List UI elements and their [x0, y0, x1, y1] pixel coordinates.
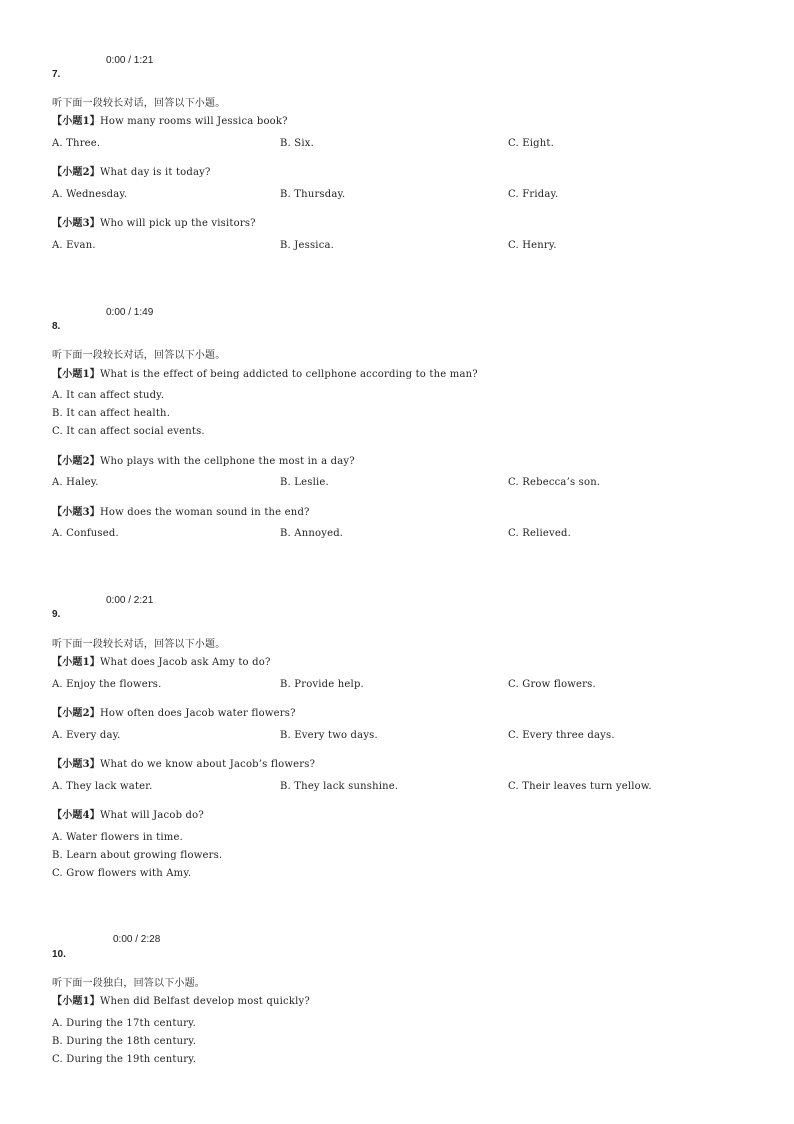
sub-question-3: [52, 503, 310, 518]
sub-question-3: [52, 214, 256, 229]
option-a: A. Three.: [52, 138, 101, 149]
sub-question-1: [52, 653, 271, 668]
sub-question-4: [52, 806, 204, 821]
sub-question-text: Who will pick up the visitors?: [99, 218, 256, 229]
sub-question-tag: 【小题2】: [52, 708, 100, 719]
sub-question-tag: 【小题1】: [52, 116, 100, 127]
sub-question-text: How does the woman sound in the end?: [99, 507, 310, 518]
sub-question-tag: 【小题1】: [52, 657, 100, 668]
option-b: B. Thursday.: [280, 189, 346, 200]
sub-question-tag: 【小题3】: [52, 759, 100, 770]
sub-question-text: What does Jacob ask Amy to do?: [99, 657, 271, 668]
question-number: 8.: [52, 321, 61, 332]
option-b: B. They lack sunshine.: [280, 781, 399, 792]
question-intro: 听下面一段较长对话，回答以下小题。: [52, 98, 226, 109]
option-c: C. During the 19th century.: [52, 1054, 197, 1065]
option-b: B. Every two days.: [280, 730, 378, 741]
option-c: C. Friday.: [508, 189, 559, 200]
option-a: A. Enjoy the flowers.: [52, 679, 162, 690]
audio-player-time[interactable]: 0:00 / 1:21: [106, 55, 154, 66]
option-b: B. Learn about growing flowers.: [52, 850, 223, 861]
option-a: A. Every day.: [52, 730, 121, 741]
sub-question-2: [52, 163, 211, 178]
option-c: C. Grow flowers with Amy.: [52, 868, 192, 879]
option-c: C. Grow flowers.: [508, 679, 596, 690]
sub-question-1: [52, 992, 310, 1007]
option-a: A. It can affect study.: [52, 390, 165, 401]
question-intro: 听下面一段较长对话，回答以下小题。: [52, 350, 226, 361]
option-c: C. Rebecca’s son.: [508, 477, 601, 488]
question-intro: 听下面一段独白，回答以下小题。: [52, 978, 205, 989]
sub-question-text: How many rooms will Jessica book?: [99, 116, 288, 127]
option-c: C. Their leaves turn yellow.: [508, 781, 652, 792]
sub-question-text: What day is it today?: [99, 167, 211, 178]
audio-player-time[interactable]: 0:00 / 2:21: [106, 595, 154, 606]
sub-question-text: What do we know about Jacob’s flowers?: [99, 759, 316, 770]
option-a: A. Haley.: [52, 477, 99, 488]
option-c: C. Eight.: [508, 138, 554, 149]
question-number: 9.: [52, 609, 61, 620]
question-intro: 听下面一段较长对话，回答以下小题。: [52, 639, 226, 650]
question-number: 10.: [52, 949, 66, 960]
audio-player-time[interactable]: 0:00 / 1:49: [106, 307, 154, 318]
sub-question-text: Who plays with the cellphone the most in a day?: [99, 456, 355, 467]
sub-question-2: [52, 452, 355, 467]
sub-question-text: When did Belfast develop most quickly?: [99, 996, 310, 1007]
option-c: C. Every three days.: [508, 730, 615, 741]
option-c: C. It can affect social events.: [52, 426, 205, 437]
sub-question-tag: 【小题2】: [52, 167, 100, 178]
option-b: B. Provide help.: [280, 679, 364, 690]
option-a: A. Wednesday.: [52, 189, 128, 200]
sub-question-text: How often does Jacob water flowers?: [99, 708, 296, 719]
sub-question-text: What is the effect of being addicted to cellphone according to the man?: [99, 369, 478, 380]
sub-question-3: [52, 755, 315, 770]
sub-question-1: [52, 365, 478, 380]
sub-question-tag: 【小题3】: [52, 507, 100, 518]
sub-question-tag: 【小题1】: [52, 996, 100, 1007]
option-b: B. It can affect health.: [52, 408, 171, 419]
option-a: A. Evan.: [52, 240, 96, 251]
option-b: B. Jessica.: [280, 240, 335, 251]
option-c: C. Henry.: [508, 240, 557, 251]
sub-question-text: What will Jacob do?: [99, 810, 204, 821]
audio-player-time[interactable]: 0:00 / 2:28: [113, 934, 161, 945]
sub-question-tag: 【小题2】: [52, 456, 100, 467]
option-b: B. During the 18th century.: [52, 1036, 197, 1047]
option-b: B. Annoyed.: [280, 528, 344, 539]
sub-question-tag: 【小题4】: [52, 810, 100, 821]
sub-question-2: [52, 704, 296, 719]
sub-question-tag: 【小题1】: [52, 369, 100, 380]
option-a: A. They lack water.: [52, 781, 153, 792]
option-a: A. During the 17th century.: [52, 1018, 197, 1029]
option-a: A. Confused.: [52, 528, 119, 539]
option-b: B. Six.: [280, 138, 314, 149]
option-b: B. Leslie.: [280, 477, 329, 488]
option-a: A. Water flowers in time.: [52, 832, 183, 843]
sub-question-1: [52, 112, 288, 127]
sub-question-tag: 【小题3】: [52, 218, 100, 229]
option-c: C. Relieved.: [508, 528, 571, 539]
question-number: 7.: [52, 69, 61, 80]
